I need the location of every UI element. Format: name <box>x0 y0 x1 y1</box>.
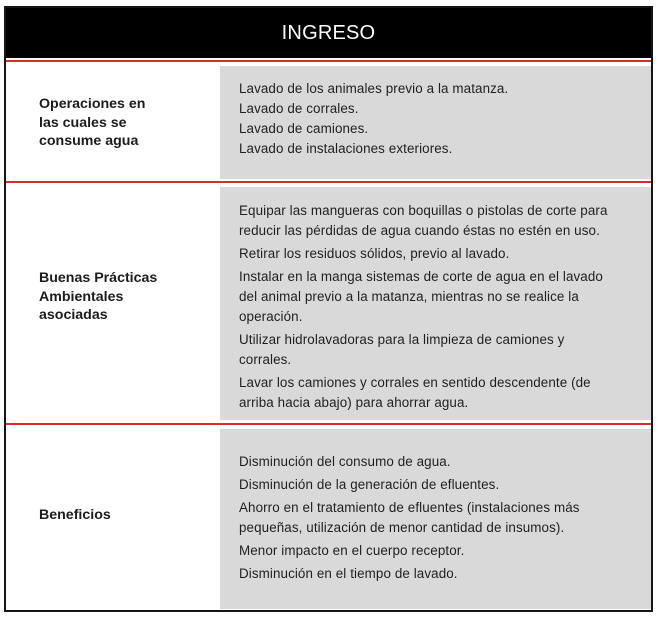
list-item-line: reducir las pérdidas de agua cuando éstas no estén en uso. <box>239 223 600 238</box>
list-item-line: Equipar las mangueras con boquillas o pistolas de corte para <box>239 203 608 218</box>
list-item <box>239 201 643 241</box>
table-title: INGRESO <box>281 22 376 44</box>
row-label-line: Buenas Prácticas <box>39 270 158 286</box>
list-item-line: Disminución de la generación de efluentes. <box>239 477 500 492</box>
list-item: Lavado de camiones. <box>239 121 369 136</box>
row-label-line: Ambientales <box>39 288 124 305</box>
row-content-panel <box>220 187 651 420</box>
list-item-line: Utilizar hidrolavadoras para la limpieza de camiones y <box>239 332 565 347</box>
list-item <box>239 267 643 327</box>
row-label-line: Operaciones en <box>39 96 146 112</box>
row-content-panel <box>220 66 651 179</box>
list-item: Lavado de instalaciones exteriores. <box>239 141 453 156</box>
row-divider <box>6 181 651 183</box>
list-item <box>239 475 643 495</box>
row-label-line: Beneficios <box>39 507 111 523</box>
list-item-line: pequeñas, utilización de menor cantidad de insumos). <box>239 520 565 535</box>
row-label-line: asociadas <box>39 307 108 323</box>
list-item <box>239 452 643 472</box>
list-item <box>239 330 643 370</box>
list-item-line: arriba hacia abajo) para ahorrar agua. <box>239 395 469 410</box>
list-item <box>239 498 643 538</box>
list-item-line: del animal previo a la matanza, mientras no se realice la <box>239 289 579 304</box>
row-divider <box>6 423 651 425</box>
list-item-line: Disminución en el tiempo de lavado. <box>239 566 458 581</box>
list-item <box>239 244 643 264</box>
table-header <box>6 8 651 58</box>
list-item-line: corrales. <box>239 352 292 367</box>
list-item <box>239 541 643 561</box>
list-item-line: Disminución del consumo de agua. <box>239 454 451 469</box>
list-item: Lavado de los animales previo a la matanza. <box>239 81 509 96</box>
practice-table <box>4 6 653 612</box>
list-item-line: operación. <box>239 309 303 324</box>
row-content-panel <box>220 429 651 609</box>
list-item-line: Ahorro en el tratamiento de efluentes (instalaciones más <box>239 500 580 515</box>
list-item-line: Menor impacto en el cuerpo receptor. <box>239 543 465 558</box>
list-item-line: Lavar los camiones y corrales en sentido descendente (de <box>239 375 591 390</box>
row-divider <box>6 60 651 62</box>
list-item <box>239 564 643 584</box>
row-label-line: consume agua <box>39 133 139 149</box>
row-label-operaciones <box>39 95 145 151</box>
list-item: Lavado de corrales. <box>239 101 359 116</box>
list-item-line: Instalar en la manga sistemas de corte de agua en el lavado <box>239 269 603 284</box>
list-item-line: Retirar los residuos sólidos, previo al lavado. <box>239 246 510 261</box>
row-label-line: las cuales se <box>39 114 127 131</box>
list-item <box>239 373 643 413</box>
row-label-buenas-practicas <box>39 269 157 325</box>
row-label-beneficios <box>39 506 111 525</box>
